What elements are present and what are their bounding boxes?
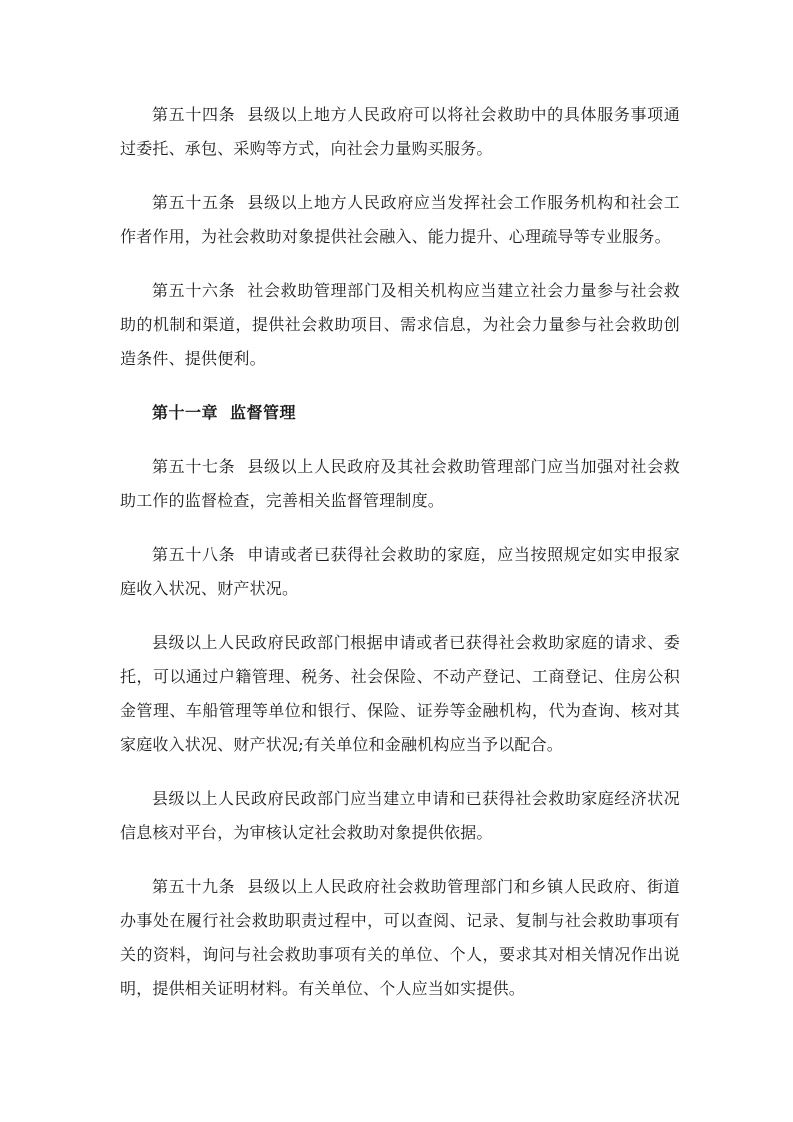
article-58 <box>120 538 680 606</box>
chapter-heading <box>120 396 680 430</box>
article-number: 第五十五条 <box>152 193 236 212</box>
article-number: 第五十六条 <box>152 281 236 300</box>
article-text: 申请或者已获得社会救助的家庭，应当按照规定如实申报家庭收入状况、财产状况。 <box>120 545 680 598</box>
article-text: 县级以上人民政府及其社会救助管理部门应当加强对社会救助工作的监督检查，完善相关监督管理制度。 <box>120 457 680 510</box>
document-page <box>120 98 680 1006</box>
article-number: 第五十七条 <box>152 457 236 476</box>
article-59 <box>120 870 680 1006</box>
article-57 <box>120 450 680 518</box>
article-number: 第五十九条 <box>152 877 236 896</box>
paragraph-platform <box>120 782 680 850</box>
chapter-title: 监督管理 <box>230 403 297 422</box>
chapter-number: 第十一章 <box>152 403 219 422</box>
paragraph-text: 县级以上人民政府民政部门应当建立申请和已获得社会救助家庭经济状况信息核对平台，为审核认定社会救助对象提供依据。 <box>120 789 680 842</box>
article-number: 第五十八条 <box>152 545 236 564</box>
article-56 <box>120 274 680 376</box>
article-54 <box>120 98 680 166</box>
article-text: 县级以上人民政府社会救助管理部门和乡镇人民政府、街道办事处在履行社会救助职责过程中，可以查阅、记录、复制与社会救助事项有关的资料，询问与社会救助事项有关的单位、个人，要求其对相关情况作出说明，提供相关证明材料。有关单位、个人应当如实提供。 <box>120 877 680 998</box>
article-number: 第五十四条 <box>152 105 236 124</box>
paragraph-verification <box>120 626 680 762</box>
article-text: 社会救助管理部门及相关机构应当建立社会力量参与社会救助的机制和渠道，提供社会救助项目、需求信息，为社会力量参与社会救助创造条件、提供便利。 <box>120 281 680 368</box>
article-text: 县级以上地方人民政府可以将社会救助中的具体服务事项通过委托、承包、采购等方式，向社会力量购买服务。 <box>120 105 680 158</box>
article-55 <box>120 186 680 254</box>
article-text: 县级以上地方人民政府应当发挥社会工作服务机构和社会工作者作用，为社会救助对象提供社会融入、能力提升、心理疏导等专业服务。 <box>120 193 680 246</box>
paragraph-text: 县级以上人民政府民政部门根据申请或者已获得社会救助家庭的请求、委托，可以通过户籍管理、税务、社会保险、不动产登记、工商登记、住房公积金管理、车船管理等单位和银行、保险、证券等金融机构，代为查询、核对其家庭收入状况、财产状况;有关单位和金融机构应当予以配合。 <box>120 633 680 754</box>
